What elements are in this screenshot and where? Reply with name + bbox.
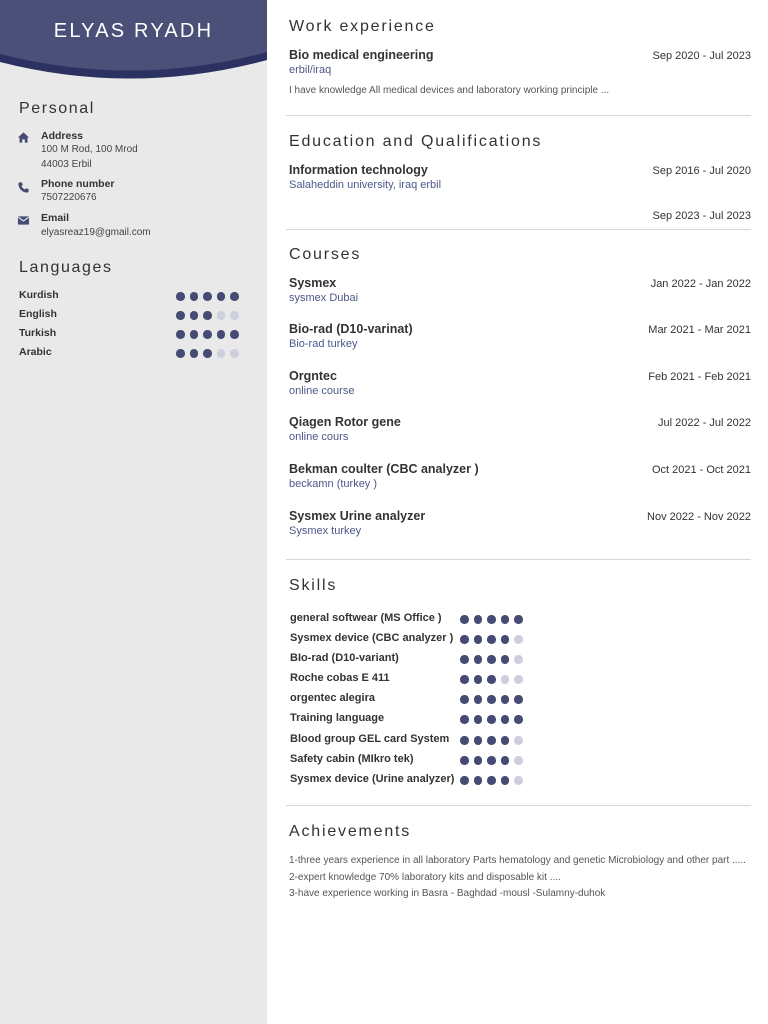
skill-row — [290, 712, 550, 728]
rating-dot-filled — [487, 695, 496, 704]
rating-dot-filled — [176, 292, 185, 301]
skill-row — [290, 632, 550, 648]
rating-dot-filled — [487, 715, 496, 724]
skill-name: Safety cabin (MIkro tek) — [290, 753, 414, 765]
rating-dot-filled — [487, 756, 496, 765]
skill-level — [460, 695, 528, 704]
language-name: Turkish — [19, 327, 57, 339]
skill-row — [290, 672, 550, 688]
divider — [286, 229, 751, 230]
rating-dot-filled — [487, 615, 496, 624]
skill-name: Training language — [290, 712, 385, 724]
divider — [286, 805, 751, 806]
email-address[interactable]: elyasreaz19@gmail.com — [41, 227, 151, 238]
rating-dot-filled — [487, 655, 496, 664]
rating-dot-filled — [501, 756, 510, 765]
entry-subtitle: online cours — [289, 431, 349, 443]
rating-dot-empty — [230, 349, 239, 358]
rating-dot-empty — [514, 635, 523, 644]
phone-label: Phone number — [41, 178, 115, 190]
skill-level — [460, 715, 528, 724]
skill-level — [460, 756, 528, 765]
language-level — [176, 292, 244, 301]
entry-date: Mar 2021 - Mar 2021 — [648, 324, 751, 336]
skill-row — [290, 753, 550, 769]
entry-title: Information technology — [289, 163, 428, 177]
rating-dot-filled — [487, 635, 496, 644]
rating-dot-filled — [501, 655, 510, 664]
rating-dot-filled — [474, 695, 483, 704]
rating-dot-filled — [176, 349, 185, 358]
entry-date: Sep 2016 - Jul 2020 — [652, 165, 751, 177]
rating-dot-filled — [460, 615, 469, 624]
rating-dot-filled — [474, 655, 483, 664]
skill-level — [460, 776, 528, 785]
achievements-title: Achievements — [289, 823, 412, 840]
rating-dot-filled — [501, 615, 510, 624]
language-name: Arabic — [19, 346, 52, 358]
entry-title: Bekman coulter (CBC analyzer ) — [289, 462, 479, 476]
rating-dot-filled — [190, 349, 199, 358]
rating-dot-filled — [474, 615, 483, 624]
skill-row — [290, 692, 550, 708]
achievement-line: 1-three years experience in all laboratory Parts hematology and genetic Microbiology and other part ..... — [289, 855, 746, 866]
entry-description: I have knowledge All medical devices and laboratory working principle ... — [289, 85, 610, 96]
language-row — [19, 289, 244, 303]
course-entry — [289, 276, 751, 308]
rating-dot-empty — [514, 776, 523, 785]
language-name: English — [19, 308, 57, 320]
language-level — [176, 311, 244, 320]
rating-dot-filled — [501, 715, 510, 724]
entry-subtitle: Salaheddin university, iraq erbil — [289, 179, 442, 191]
divider — [286, 559, 751, 560]
rating-dot-filled — [487, 776, 496, 785]
entry-date: Nov 2022 - Nov 2022 — [647, 511, 751, 523]
entry-subtitle: Sysmex turkey — [289, 525, 362, 537]
rating-dot-filled — [460, 695, 469, 704]
rating-dot-filled — [190, 292, 199, 301]
entry-subtitle: sysmex Dubai — [289, 292, 359, 304]
entry-title: Bio-rad (D10-varinat) — [289, 322, 413, 336]
entry-title: Sysmex — [289, 276, 337, 290]
entry-date: Sep 2020 - Jul 2023 — [652, 50, 751, 62]
rating-dot-filled — [190, 330, 199, 339]
header-band — [0, 0, 267, 90]
skill-level — [460, 736, 528, 745]
rating-dot-empty — [514, 736, 523, 745]
rating-dot-filled — [514, 715, 523, 724]
rating-dot-filled — [230, 330, 239, 339]
divider — [286, 115, 751, 116]
rating-dot-filled — [190, 311, 199, 320]
rating-dot-empty — [514, 756, 523, 765]
rating-dot-filled — [203, 330, 212, 339]
education-title: Education and Qualifications — [289, 133, 543, 150]
education-entry — [289, 208, 751, 226]
address-block — [17, 130, 257, 170]
course-entry — [289, 509, 751, 541]
skill-name: BIo-rad (D10-variant) — [290, 652, 399, 664]
achievements-list — [289, 853, 754, 903]
skill-name: orgentec alegira — [290, 692, 375, 704]
skill-row — [290, 733, 550, 749]
skill-row — [290, 773, 550, 789]
address-line1: 100 M Rod, 100 Mrod — [41, 144, 138, 155]
rating-dot-filled — [487, 675, 496, 684]
entry-title: Orgntec — [289, 369, 337, 383]
phone-icon — [17, 181, 30, 194]
main-content — [267, 0, 768, 1024]
skill-level — [460, 615, 528, 624]
phone-block — [17, 178, 257, 208]
skill-name: Roche cobas E 411 — [290, 672, 390, 684]
rating-dot-empty — [514, 655, 523, 664]
rating-dot-filled — [474, 736, 483, 745]
entry-subtitle: online course — [289, 385, 355, 397]
rating-dot-filled — [474, 675, 483, 684]
rating-dot-filled — [501, 635, 510, 644]
language-level — [176, 349, 244, 358]
course-entry — [289, 415, 751, 447]
rating-dot-filled — [474, 756, 483, 765]
rating-dot-filled — [203, 349, 212, 358]
work-title: Work experience — [289, 18, 436, 35]
home-icon — [17, 131, 30, 144]
rating-dot-filled — [501, 736, 510, 745]
language-name: Kurdish — [19, 289, 59, 301]
skill-name: Sysmex device (Urine analyzer) — [290, 773, 455, 785]
rating-dot-filled — [460, 655, 469, 664]
rating-dot-filled — [217, 292, 226, 301]
address-label: Address — [41, 130, 84, 142]
rating-dot-empty — [230, 311, 239, 320]
rating-dot-filled — [487, 736, 496, 745]
entry-title: Bio medical engineering — [289, 48, 434, 62]
entry-date: Jul 2022 - Jul 2022 — [658, 417, 751, 429]
skill-level — [460, 675, 528, 684]
skill-name: general softwear (MS Office ) — [290, 612, 442, 624]
language-level — [176, 330, 244, 339]
skill-level — [460, 635, 528, 644]
rating-dot-empty — [501, 675, 510, 684]
entry-date: Sep 2023 - Jul 2023 — [652, 210, 751, 222]
rating-dot-filled — [203, 292, 212, 301]
languages-title: Languages — [19, 259, 113, 276]
rating-dot-filled — [474, 715, 483, 724]
courses-title: Courses — [289, 246, 362, 263]
rating-dot-empty — [217, 349, 226, 358]
rating-dot-empty — [514, 675, 523, 684]
rating-dot-filled — [217, 330, 226, 339]
entry-subtitle: beckamn (turkey ) — [289, 478, 378, 490]
course-entry — [289, 462, 751, 494]
entry-date: Feb 2021 - Feb 2021 — [648, 371, 751, 383]
personal-title: Personal — [19, 100, 95, 117]
achievement-line: 2-expert knowledge 70% laboratory kits and disposable kit .... — [289, 871, 561, 883]
education-entry — [289, 163, 751, 195]
entry-date: Oct 2021 - Oct 2021 — [651, 464, 751, 476]
rating-dot-filled — [514, 695, 523, 704]
skill-name: Blood group GEL card System — [290, 733, 450, 745]
entry-date: Jan 2022 - Jan 2022 — [650, 278, 751, 290]
course-entry — [289, 322, 751, 354]
rating-dot-filled — [460, 776, 469, 785]
rating-dot-filled — [176, 330, 185, 339]
rating-dot-filled — [460, 756, 469, 765]
rating-dot-filled — [501, 695, 510, 704]
language-row — [19, 327, 244, 341]
rating-dot-filled — [460, 736, 469, 745]
rating-dot-filled — [203, 311, 212, 320]
phone-number[interactable]: 7507220676 — [41, 192, 97, 203]
entry-title: Qiagen Rotor gene — [289, 415, 401, 429]
sidebar — [0, 0, 267, 1024]
rating-dot-filled — [460, 715, 469, 724]
skill-row — [290, 612, 550, 628]
skills-title: Skills — [289, 577, 338, 594]
rating-dot-empty — [217, 311, 226, 320]
rating-dot-filled — [230, 292, 239, 301]
person-name: ELYAS RYADH — [53, 20, 214, 42]
rating-dot-filled — [474, 635, 483, 644]
email-block — [17, 212, 257, 242]
entry-title: Sysmex Urine analyzer — [289, 509, 426, 523]
entry-subtitle: erbil/iraq — [289, 64, 332, 76]
language-row — [19, 346, 244, 360]
address-line2: 44003 Erbil — [41, 159, 92, 170]
language-row — [19, 308, 244, 322]
rating-dot-filled — [474, 776, 483, 785]
entry-subtitle: Bio-rad turkey — [289, 338, 358, 350]
email-label: Email — [41, 212, 70, 224]
skill-name: Sysmex device (CBC analyzer ) — [290, 632, 454, 644]
rating-dot-filled — [514, 615, 523, 624]
rating-dot-filled — [460, 635, 469, 644]
header-shape — [0, 0, 267, 90]
achievement-line: 3-have experience working in Basra - Baghdad -mousl -Sulamny-duhok — [289, 888, 606, 899]
rating-dot-filled — [460, 675, 469, 684]
skill-level — [460, 655, 528, 664]
mail-icon — [17, 214, 30, 227]
course-entry — [289, 369, 751, 401]
rating-dot-filled — [176, 311, 185, 320]
rating-dot-filled — [501, 776, 510, 785]
work-entry — [289, 48, 751, 100]
skill-row — [290, 652, 550, 668]
